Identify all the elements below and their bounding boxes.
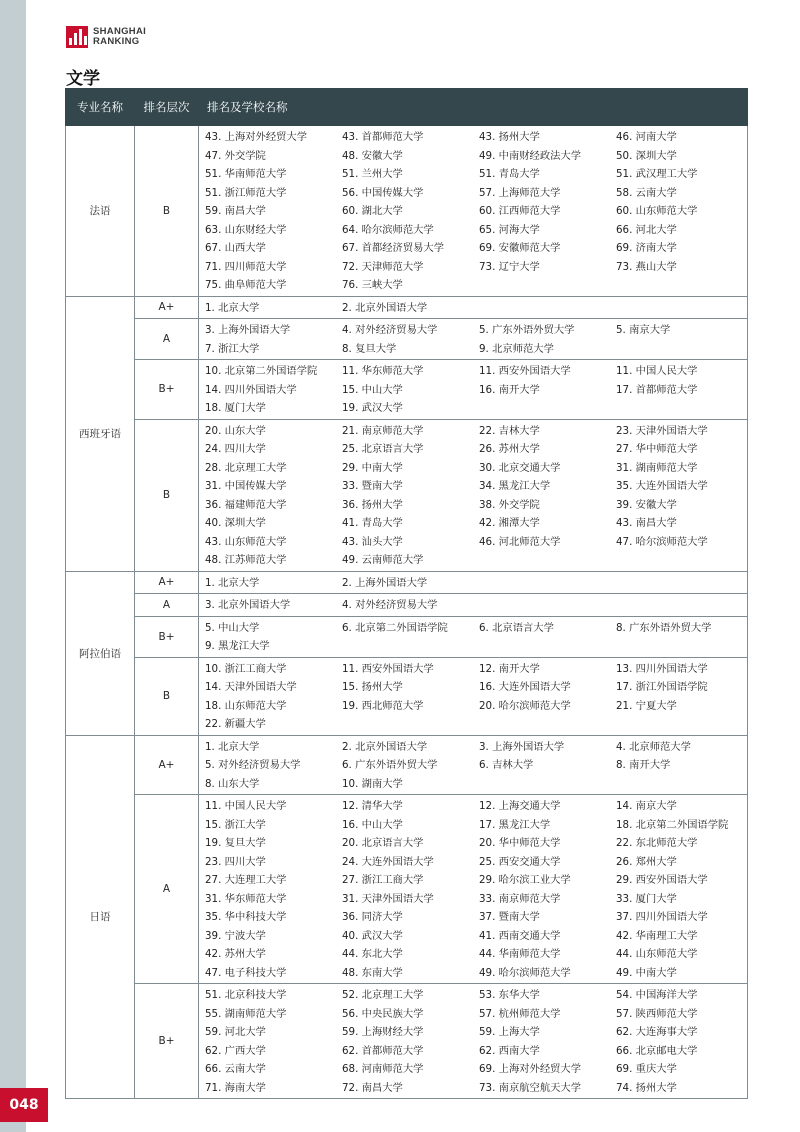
school-entry: 21. 宁夏大学 — [616, 699, 677, 712]
school-entry: 10. 湖南大学 — [342, 777, 403, 790]
school-entry: 29. 哈尔滨工业大学 — [479, 874, 571, 886]
school-entry: 41. 青岛大学 — [342, 517, 403, 529]
school-entry: 3. 北京外国语大学 — [205, 599, 291, 611]
table-row — [66, 735, 748, 795]
left-sidebar-band — [0, 0, 26, 1132]
school-entry: 33. 暨南大学 — [342, 480, 403, 492]
school-entry: 17. 首都师范大学 — [616, 383, 698, 396]
school-entry: 59. 上海大学 — [479, 1026, 540, 1038]
tier-label: B — [135, 657, 199, 735]
school-entry: 52. 北京理工大学 — [342, 989, 424, 1001]
school-entry: 5. 南京大学 — [616, 324, 671, 336]
table-row — [66, 126, 748, 297]
school-entry: 20. 北京语言大学 — [342, 837, 424, 849]
school-entry: 12. 南开大学 — [479, 662, 540, 675]
tier-label: A+ — [135, 571, 199, 594]
school-entry: 17. 浙江外国语学院 — [616, 681, 708, 693]
school-entry: 2. 北京外国语大学 — [342, 740, 428, 753]
school-entry: 62. 首都师范大学 — [342, 1044, 424, 1057]
table-row — [66, 571, 748, 594]
school-entry: 10. 北京第二外国语学院 — [205, 365, 318, 377]
school-entry: 62. 大连海事大学 — [616, 1026, 698, 1038]
school-entry: 22. 吉林大学 — [479, 424, 540, 437]
school-grid — [199, 420, 747, 571]
school-entry: 16. 中山大学 — [342, 818, 403, 831]
school-entry: 71. 四川师范大学 — [205, 260, 287, 273]
school-entry: 4. 对外经济贸易大学 — [342, 324, 438, 336]
logo-text-line1: SHANGHAI — [93, 26, 147, 37]
school-entry: 5. 中山大学 — [205, 621, 260, 634]
school-entry: 50. 深圳大学 — [616, 149, 677, 162]
table-row — [66, 657, 748, 735]
school-entry: 15. 中山大学 — [342, 383, 403, 396]
school-entry: 22. 新疆大学 — [205, 718, 266, 730]
header-major: 专业名称 — [66, 89, 135, 126]
school-grid — [199, 617, 747, 657]
logo-text-line2: RANKING — [93, 36, 140, 47]
school-entry: 11. 西安外国语大学 — [479, 365, 571, 377]
school-entry: 16. 南开大学 — [479, 383, 540, 396]
school-entry: 13. 四川外国语大学 — [616, 662, 708, 675]
school-entry: 75. 曲阜师范大学 — [205, 279, 287, 291]
school-entry: 31. 湖南师范大学 — [616, 461, 698, 474]
major-name: 法语 — [66, 126, 135, 297]
school-entry: 14. 南京大学 — [616, 800, 677, 812]
school-entry: 6. 广东外语外贸大学 — [342, 759, 438, 771]
school-entry: 11. 中国人民大学 — [616, 365, 698, 377]
school-grid — [199, 795, 747, 983]
school-entry: 17. 黑龙江大学 — [479, 818, 551, 831]
school-entry: 68. 河南师范大学 — [342, 1063, 424, 1075]
school-entry: 19. 武汉大学 — [342, 402, 403, 414]
school-entry: 6. 北京第二外国语学院 — [342, 621, 448, 634]
school-entry: 23. 四川大学 — [205, 855, 266, 868]
school-entry: 31. 天津外国语大学 — [342, 892, 434, 905]
school-entry: 22. 东北师范大学 — [616, 837, 698, 849]
school-entry: 3. 上海外国语大学 — [205, 324, 291, 336]
school-entry: 6. 吉林大学 — [479, 759, 534, 771]
school-entry: 67. 首都经济贸易大学 — [342, 242, 445, 254]
school-entry: 59. 南昌大学 — [205, 205, 266, 217]
school-entry: 8. 山东大学 — [205, 777, 260, 790]
school-entry: 51. 浙江师范大学 — [205, 186, 287, 199]
school-entry: 38. 外交学院 — [479, 498, 540, 511]
ranking-table — [65, 88, 748, 1099]
school-grid — [199, 319, 747, 359]
school-entry: 2. 北京外国语大学 — [342, 301, 428, 314]
school-entry: 9. 黑龙江大学 — [205, 640, 270, 652]
school-entry: 37. 暨南大学 — [479, 911, 540, 923]
school-grid — [199, 297, 747, 319]
table-row — [66, 594, 748, 617]
school-entry: 42. 华南理工大学 — [616, 929, 698, 942]
ranking-bars-icon — [66, 26, 88, 48]
tier-label: A — [135, 319, 199, 360]
school-entry: 51. 华南师范大学 — [205, 168, 287, 180]
major-name: 阿拉伯语 — [66, 571, 135, 735]
school-entry: 42. 湘潭大学 — [479, 517, 540, 529]
school-entry: 20. 华中师范大学 — [479, 837, 561, 849]
school-entry: 58. 云南大学 — [616, 186, 677, 199]
school-entry: 39. 宁波大学 — [205, 929, 266, 942]
school-entry: 47. 哈尔滨师范大学 — [616, 535, 708, 548]
school-entry: 26. 郑州大学 — [616, 855, 677, 868]
table-row — [66, 616, 748, 657]
school-entry: 4. 北京师范大学 — [616, 740, 691, 753]
school-entry: 49. 云南师范大学 — [342, 554, 424, 566]
school-entry: 7. 浙江大学 — [205, 342, 260, 355]
school-entry: 11. 华东师范大学 — [342, 365, 424, 377]
school-entry: 21. 南京师范大学 — [342, 424, 424, 437]
school-entry: 56. 中国传媒大学 — [342, 186, 424, 199]
table-row — [66, 319, 748, 360]
school-entry: 47. 电子科技大学 — [205, 966, 287, 979]
school-entry: 36. 扬州大学 — [342, 498, 403, 511]
school-grid — [199, 126, 747, 296]
school-entry: 49. 中南财经政法大学 — [479, 149, 582, 162]
school-grid — [199, 984, 747, 1098]
school-entry: 66. 河北大学 — [616, 223, 677, 236]
school-entry: 62. 广西大学 — [205, 1044, 266, 1057]
school-entry: 71. 海南大学 — [205, 1081, 266, 1094]
school-entry: 23. 天津外国语大学 — [616, 424, 708, 437]
table-body — [66, 126, 748, 1099]
school-entry: 27. 大连理工大学 — [205, 874, 287, 886]
school-entry: 65. 河海大学 — [479, 223, 540, 236]
school-list — [199, 795, 748, 984]
school-entry: 73. 辽宁大学 — [479, 260, 540, 273]
school-entry: 74. 扬州大学 — [616, 1081, 677, 1094]
school-entry: 54. 中国海洋大学 — [616, 989, 698, 1001]
school-entry: 55. 湖南师范大学 — [205, 1007, 287, 1020]
school-entry: 60. 山东师范大学 — [616, 205, 698, 217]
school-entry: 24. 四川大学 — [205, 443, 266, 455]
school-entry: 64. 哈尔滨师范大学 — [342, 223, 434, 236]
tier-label: B+ — [135, 360, 199, 420]
school-entry: 43. 汕头大学 — [342, 535, 403, 548]
school-entry: 18. 厦门大学 — [205, 402, 266, 414]
school-list — [199, 616, 748, 657]
school-entry: 36. 同济大学 — [342, 911, 403, 923]
school-entry: 27. 华中师范大学 — [616, 443, 698, 455]
school-entry: 19. 复旦大学 — [205, 837, 266, 849]
school-list — [199, 984, 748, 1099]
tier-label: A — [135, 594, 199, 617]
school-entry: 34. 黑龙江大学 — [479, 480, 551, 492]
school-entry: 29. 西安外国语大学 — [616, 874, 708, 886]
school-entry: 43. 山东师范大学 — [205, 535, 287, 548]
school-entry: 30. 北京交通大学 — [479, 461, 561, 474]
school-grid — [199, 360, 747, 419]
school-entry: 16. 大连外国语大学 — [479, 681, 571, 693]
school-entry: 40. 深圳大学 — [205, 517, 266, 529]
school-entry: 9. 北京师范大学 — [479, 342, 554, 355]
header-tier: 排名层次 — [135, 89, 199, 126]
school-entry: 20. 山东大学 — [205, 424, 266, 437]
school-entry: 48. 安徽大学 — [342, 149, 403, 162]
school-entry: 25. 北京语言大学 — [342, 443, 424, 455]
school-entry: 8. 复旦大学 — [342, 342, 397, 355]
school-entry: 29. 中南大学 — [342, 461, 403, 474]
school-entry: 4. 对外经济贸易大学 — [342, 599, 438, 611]
school-entry: 69. 重庆大学 — [616, 1063, 677, 1075]
school-entry: 48. 江苏师范大学 — [205, 554, 287, 566]
school-entry: 27. 浙江工商大学 — [342, 874, 424, 886]
school-entry: 14. 四川外国语大学 — [205, 383, 297, 396]
school-entry: 66. 云南大学 — [205, 1063, 266, 1075]
school-entry: 49. 哈尔滨师范大学 — [479, 966, 571, 979]
school-entry: 51. 武汉理工大学 — [616, 168, 698, 180]
school-list — [199, 735, 748, 795]
school-entry: 35. 华中科技大学 — [205, 911, 287, 923]
school-entry: 2. 上海外国语大学 — [342, 576, 428, 589]
school-entry: 8. 南开大学 — [616, 759, 671, 771]
school-entry: 57. 陕西师范大学 — [616, 1007, 698, 1020]
school-list — [199, 419, 748, 571]
school-entry: 59. 河北大学 — [205, 1026, 266, 1038]
school-list — [199, 296, 748, 319]
school-entry: 12. 清华大学 — [342, 800, 403, 812]
tier-label: B+ — [135, 984, 199, 1099]
school-entry: 73. 燕山大学 — [616, 260, 677, 273]
header-rank-list: 排名及学校名称 — [199, 89, 748, 126]
school-entry: 42. 苏州大学 — [205, 948, 266, 960]
school-entry: 25. 西安交通大学 — [479, 855, 561, 868]
school-entry: 51. 兰州大学 — [342, 168, 403, 180]
school-entry: 44. 山东师范大学 — [616, 948, 698, 960]
school-entry: 3. 上海外国语大学 — [479, 740, 565, 753]
school-entry: 24. 大连外国语大学 — [342, 855, 434, 868]
school-entry: 15. 浙江大学 — [205, 818, 266, 831]
school-entry: 44. 东北大学 — [342, 948, 403, 960]
school-entry: 1. 北京大学 — [205, 301, 260, 314]
school-entry: 51. 北京科技大学 — [205, 989, 287, 1001]
school-grid — [199, 736, 747, 795]
school-entry: 63. 山东财经大学 — [205, 223, 287, 236]
school-entry: 51. 青岛大学 — [479, 168, 540, 180]
school-list — [199, 594, 748, 617]
school-entry: 69. 上海对外经贸大学 — [479, 1063, 582, 1075]
school-entry: 59. 上海财经大学 — [342, 1026, 424, 1038]
school-entry: 72. 南昌大学 — [342, 1081, 403, 1094]
school-list — [199, 126, 748, 297]
school-entry: 33. 南京师范大学 — [479, 892, 561, 905]
school-entry: 26. 苏州大学 — [479, 443, 540, 455]
school-entry: 14. 天津外国语大学 — [205, 681, 297, 693]
school-entry: 73. 南京航空航天大学 — [479, 1081, 582, 1094]
school-entry: 69. 安徽师范大学 — [479, 242, 561, 254]
school-entry: 56. 中央民族大学 — [342, 1007, 424, 1020]
school-entry: 57. 上海师范大学 — [479, 186, 561, 199]
school-entry: 43. 上海对外经贸大学 — [205, 131, 308, 143]
tier-label: A — [135, 795, 199, 984]
school-entry: 46. 河南大学 — [616, 131, 677, 143]
school-entry: 41. 西南交通大学 — [479, 929, 561, 942]
school-entry: 12. 上海交通大学 — [479, 800, 561, 812]
school-entry: 76. 三峡大学 — [342, 279, 403, 291]
table-row — [66, 296, 748, 319]
tier-label: A+ — [135, 296, 199, 319]
school-entry: 43. 扬州大学 — [479, 131, 540, 143]
school-entry: 62. 西南大学 — [479, 1044, 540, 1057]
school-entry: 11. 中国人民大学 — [205, 800, 287, 812]
table-row — [66, 419, 748, 571]
school-entry: 57. 杭州师范大学 — [479, 1007, 561, 1020]
tier-label: B — [135, 126, 199, 297]
school-list — [199, 657, 748, 735]
school-entry: 19. 西北师范大学 — [342, 699, 424, 712]
section-title: 文学 — [66, 69, 100, 89]
major-name: 西班牙语 — [66, 296, 135, 571]
school-entry: 69. 济南大学 — [616, 242, 677, 254]
school-entry: 5. 对外经济贸易大学 — [205, 759, 301, 771]
school-entry: 33. 厦门大学 — [616, 892, 677, 905]
shanghai-ranking-logo — [66, 26, 146, 48]
school-entry: 67. 山西大学 — [205, 242, 266, 254]
school-entry: 1. 北京大学 — [205, 576, 260, 589]
school-entry: 15. 扬州大学 — [342, 681, 403, 693]
school-entry: 48. 东南大学 — [342, 966, 403, 979]
school-entry: 5. 广东外语外贸大学 — [479, 324, 575, 336]
tier-label: A+ — [135, 735, 199, 795]
school-list — [199, 319, 748, 360]
school-entry: 43. 首都师范大学 — [342, 131, 424, 143]
school-entry: 46. 河北师范大学 — [479, 535, 561, 548]
school-grid — [199, 658, 747, 735]
school-entry: 40. 武汉大学 — [342, 929, 403, 942]
school-entry: 10. 浙江工商大学 — [205, 662, 287, 675]
page-number: 048 — [0, 1088, 48, 1122]
school-entry: 8. 广东外语外贸大学 — [616, 621, 712, 634]
school-entry: 66. 北京邮电大学 — [616, 1044, 698, 1057]
school-entry: 37. 四川外国语大学 — [616, 911, 708, 923]
school-entry: 35. 大连外国语大学 — [616, 480, 708, 492]
school-entry: 18. 山东师范大学 — [205, 699, 287, 712]
tier-label: B — [135, 419, 199, 571]
school-entry: 49. 中南大学 — [616, 966, 677, 979]
school-grid — [199, 594, 747, 616]
school-grid — [199, 572, 747, 594]
school-list — [199, 360, 748, 420]
school-entry: 18. 北京第二外国语学院 — [616, 818, 729, 831]
school-entry: 31. 华东师范大学 — [205, 892, 287, 905]
school-entry: 60. 江西师范大学 — [479, 205, 561, 217]
major-name: 日语 — [66, 735, 135, 1099]
school-entry: 11. 西安外国语大学 — [342, 662, 434, 675]
school-entry: 43. 南昌大学 — [616, 517, 677, 529]
table-row — [66, 360, 748, 420]
school-entry: 44. 华南师范大学 — [479, 948, 561, 960]
table-header-row — [66, 89, 748, 126]
school-entry: 72. 天津师范大学 — [342, 260, 424, 273]
school-entry: 1. 北京大学 — [205, 740, 260, 753]
table-row — [66, 795, 748, 984]
school-entry: 39. 安徽大学 — [616, 498, 677, 511]
school-list — [199, 571, 748, 594]
table-row — [66, 984, 748, 1099]
school-entry: 28. 北京理工大学 — [205, 461, 287, 474]
school-entry: 53. 东华大学 — [479, 989, 540, 1001]
school-entry: 20. 哈尔滨师范大学 — [479, 699, 571, 712]
school-entry: 60. 湖北大学 — [342, 205, 403, 217]
school-entry: 47. 外交学院 — [205, 149, 266, 162]
school-entry: 6. 北京语言大学 — [479, 621, 554, 634]
school-entry: 31. 中国传媒大学 — [205, 480, 287, 492]
tier-label: B+ — [135, 616, 199, 657]
school-entry: 36. 福建师范大学 — [205, 498, 287, 511]
